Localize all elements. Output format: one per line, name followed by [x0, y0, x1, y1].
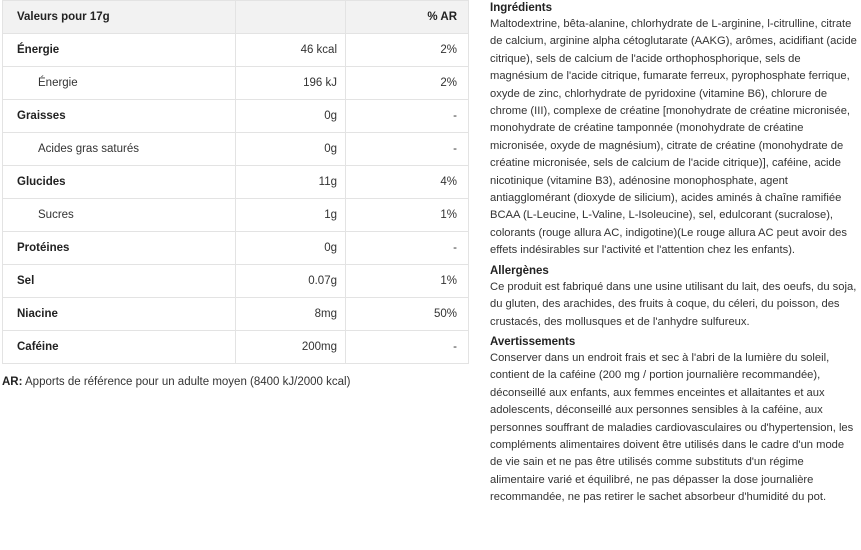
nutrient-value: 0g [236, 100, 346, 133]
warnings-section [490, 335, 858, 507]
nutrition-row [3, 67, 469, 100]
nutrition-row [3, 232, 469, 265]
nutrition-row [3, 133, 469, 166]
nutrient-value: 0g [236, 133, 346, 166]
nutrient-name: Sel [3, 265, 236, 298]
header-value-column [236, 1, 346, 34]
warnings-text: Conserver dans un endroit frais et sec à l'abri de la lumière du soleil, contient de la caféine (200 mg / portion journalière recommandée), déconseillé aux enfants, aux femmes enceintes et allaitantes et aux adolescents, déconseillé aux personnes sensibles à la caféine, aux personnes souffrant de maladies cardiovasculaires ou d'hypertension, les compléments alimentaires doivent être utilisés dans le cadre d'un mode de vie sain et ne pas être utilisés comme substituts d'un régime alimentaire varié et équilibré, ne pas dépasser la dose journalière recommandée, ne pas retirer le sachet absorbeur d'humidité du pot. [490, 351, 854, 504]
nutrient-value: 1g [236, 199, 346, 232]
nutrient-name: Caféine [3, 331, 236, 364]
nutrition-row [3, 331, 469, 364]
nutrition-panel [2, 0, 468, 388]
nutrition-row [3, 100, 469, 133]
nutrient-ar-percent: - [346, 232, 469, 265]
nutrient-name: Énergie [3, 34, 236, 67]
nutrient-name: Glucides [3, 166, 236, 199]
ar-footnote-text: Apports de référence pour un adulte moyen (8400 kJ/2000 kcal) [22, 376, 351, 388]
product-info-panel [490, 1, 858, 511]
nutrition-row [3, 298, 469, 331]
nutrition-row [3, 199, 469, 232]
nutrient-name: Énergie [3, 67, 236, 100]
header-ar-column: % AR [346, 1, 469, 34]
nutrition-row [3, 166, 469, 199]
ar-footnote-label: AR: [2, 376, 23, 388]
nutrient-value: 11g [236, 166, 346, 199]
ingredients-text: Maltodextrine, bêta-alanine, chlorhydrate de L-arginine, l-citrulline, citrate de calcium, arginine alpha cétoglutarate (AAKG), arômes, acidifiant (acide citrique), sels de calcium de l'acide orthophosphorique, sels de magnésium de l'acide citrique, fumarate ferreux, pyrophosphate ferrique, oxyde de zinc, chlorhydrate de pyridoxine (vitamine B6), chlorure de chrome (III), complexe de créatine [monohydrate de créatine micronisée, monohydrate de créatine tamponnée (monohydrate de créatine micronisée, oxyde de magnésium), citrate de créatine (monohydrate de créatine micronisée, sels de calcium de l'acide citrique)], caféine, acide nicotinique (vitamine B3), adénosine monophosphate, agent antiagglomérant (dioxyde de silicium), acides aminés à chaîne ramifiée BCAA (L-Leucine, L-Valine, L-Isoleucine), sel, edulcorant (sucralose), colorants (rouge allura AC, indigotine)(Le rouge allura AC peut avoir des effets indésirables sur l'activité et l'attention chez les enfants). [490, 18, 857, 257]
ingredients-title: Ingrédients [490, 2, 552, 14]
nutrient-name: Protéines [3, 232, 236, 265]
ingredients-section [490, 1, 858, 260]
nutrient-ar-percent: - [346, 100, 469, 133]
nutrition-row [3, 265, 469, 298]
ar-footnote [2, 376, 468, 388]
header-serving-label: Valeurs pour 17g [3, 1, 236, 34]
nutrient-ar-percent: 2% [346, 34, 469, 67]
nutrient-ar-percent: 4% [346, 166, 469, 199]
nutrient-value: 0g [236, 232, 346, 265]
allergens-section [490, 264, 858, 331]
nutrient-ar-percent: - [346, 133, 469, 166]
nutrient-name: Sucres [3, 199, 236, 232]
nutrient-value: 200mg [236, 331, 346, 364]
nutrient-value: 196 kJ [236, 67, 346, 100]
nutrient-value: 0.07g [236, 265, 346, 298]
warnings-title: Avertissements [490, 335, 576, 348]
nutrient-ar-percent: 50% [346, 298, 469, 331]
nutrient-value: 8mg [236, 298, 346, 331]
nutrient-ar-percent: 1% [346, 265, 469, 298]
nutrient-ar-percent: 2% [346, 67, 469, 100]
nutrient-ar-percent: 1% [346, 199, 469, 232]
nutrient-value: 46 kcal [236, 34, 346, 67]
nutrition-row [3, 34, 469, 67]
nutrition-table [2, 0, 469, 364]
nutrition-header-row [3, 1, 469, 34]
nutrient-name: Niacine [3, 298, 236, 331]
nutrient-name: Acides gras saturés [3, 133, 236, 166]
allergens-text: Ce produit est fabriqué dans une usine utilisant du lait, des oeufs, du soja, du gluten, des arachides, des fruits à coque, du céleri, du poisson, des crustacés, des mollusques et de l'anhydre sulfureux. [490, 280, 857, 328]
nutrient-ar-percent: - [346, 331, 469, 364]
allergens-title: Allergènes [490, 264, 549, 277]
nutrient-name: Graisses [3, 100, 236, 133]
